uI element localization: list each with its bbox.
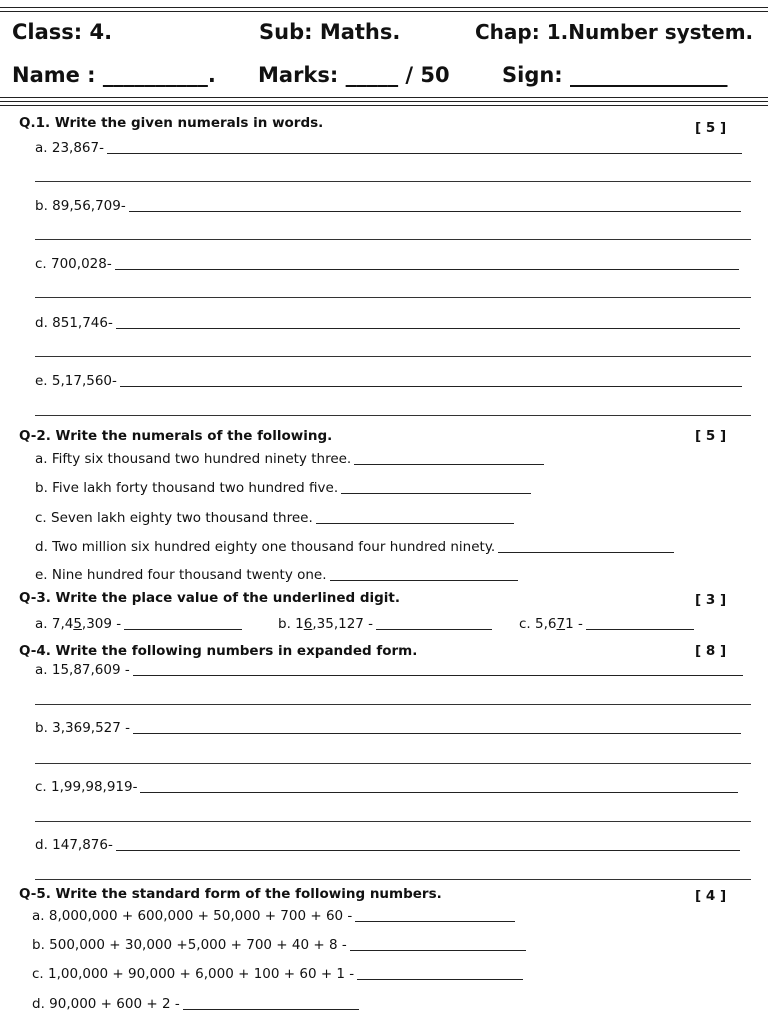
q4-item-a[interactable]: a. 15,87,609 - [35, 662, 743, 678]
q1-item-c[interactable]: c. 700,028- [35, 256, 739, 272]
q5-item-b[interactable]: b. 500,000 + 30,000 +5,000 + 700 + 40 + 8 - [32, 937, 526, 953]
q1-answer-line[interactable] [35, 181, 751, 182]
q4-item-d[interactable]: d. 147,876- [35, 837, 740, 853]
q4-answer-line[interactable] [35, 763, 751, 764]
q5-marks: [ 4 ] [695, 888, 727, 904]
subject-label: Sub: Maths. [259, 20, 401, 44]
header-rule-bottom-2 [0, 101, 768, 102]
q1-item-d[interactable]: d. 851,746- [35, 315, 740, 331]
q2-item-b[interactable]: b. Five lakh forty thousand two hundred five. [35, 480, 531, 496]
q2-item-a[interactable]: a. Fifty six thousand two hundred ninety three. [35, 451, 544, 467]
underlined-digit: 7 [556, 616, 566, 632]
q1-answer-line[interactable] [35, 239, 751, 240]
q1-answer-line[interactable] [35, 415, 751, 416]
q1-title: Q.1. Write the given numerals in words. [19, 115, 324, 131]
q2-marks: [ 5 ] [695, 428, 727, 444]
q4-item-c[interactable]: c. 1,99,98,919- [35, 779, 738, 795]
header-rule-top-2 [0, 11, 768, 12]
header-rule-top-1 [0, 7, 768, 8]
header-rule-bottom-3 [0, 105, 768, 106]
underlined-digit: 6 [303, 616, 313, 632]
q3-item-b[interactable]: b. 1 6 ,35,127 - [278, 616, 492, 632]
q1-item-b[interactable]: b. 89,56,709- [35, 198, 741, 214]
q5-item-d[interactable]: d. 90,000 + 600 + 2 - [32, 996, 359, 1012]
q4-answer-line[interactable] [35, 821, 751, 822]
q1-answer-line[interactable] [35, 297, 751, 298]
q2-title: Q-2. Write the numerals of the following. [19, 428, 333, 444]
chapter-label: Chap: 1.Number system. [475, 20, 754, 44]
name-field[interactable]: Name : __________. [12, 63, 216, 87]
q1-item-a[interactable]: a. 23,867- [35, 140, 742, 156]
sign-field[interactable]: Sign: _______________ [502, 63, 728, 87]
marks-field[interactable]: Marks: _____ / 50 [258, 63, 450, 87]
q2-item-d[interactable]: d. Two million six hundred eighty one thousand four hundred ninety. [35, 539, 674, 555]
q5-title: Q-5. Write the standard form of the following numbers. [19, 886, 442, 902]
q4-answer-line[interactable] [35, 704, 751, 705]
q4-marks: [ 8 ] [695, 643, 727, 659]
class-label: Class: 4. [12, 20, 113, 44]
q1-answer-line[interactable] [35, 356, 751, 357]
q2-item-e[interactable]: e. Nine hundred four thousand twenty one. [35, 567, 518, 583]
q1-marks: [ 5 ] [695, 120, 727, 136]
q3-marks: [ 3 ] [695, 592, 727, 608]
q4-title: Q-4. Write the following numbers in expanded form. [19, 643, 418, 659]
q4-answer-line[interactable] [35, 879, 751, 880]
q5-item-a[interactable]: a. 8,000,000 + 600,000 + 50,000 + 700 + 60 - [32, 908, 515, 924]
q2-item-c[interactable]: c. Seven lakh eighty two thousand three. [35, 510, 514, 526]
q3-item-a[interactable]: a. 7,4 5 ,309 - [35, 616, 242, 632]
q4-item-b[interactable]: b. 3,369,527 - [35, 720, 741, 736]
q3-item-c[interactable]: c. 5,6 7 1 - [519, 616, 694, 632]
header-rule-bottom-1 [0, 97, 768, 98]
q5-item-c[interactable]: c. 1,00,000 + 90,000 + 6,000 + 100 + 60 + 1 - [32, 966, 523, 982]
underlined-digit: 5 [73, 616, 82, 632]
q1-item-e[interactable]: e. 5,17,560- [35, 373, 742, 389]
q3-title: Q-3. Write the place value of the underlined digit. [19, 590, 400, 606]
